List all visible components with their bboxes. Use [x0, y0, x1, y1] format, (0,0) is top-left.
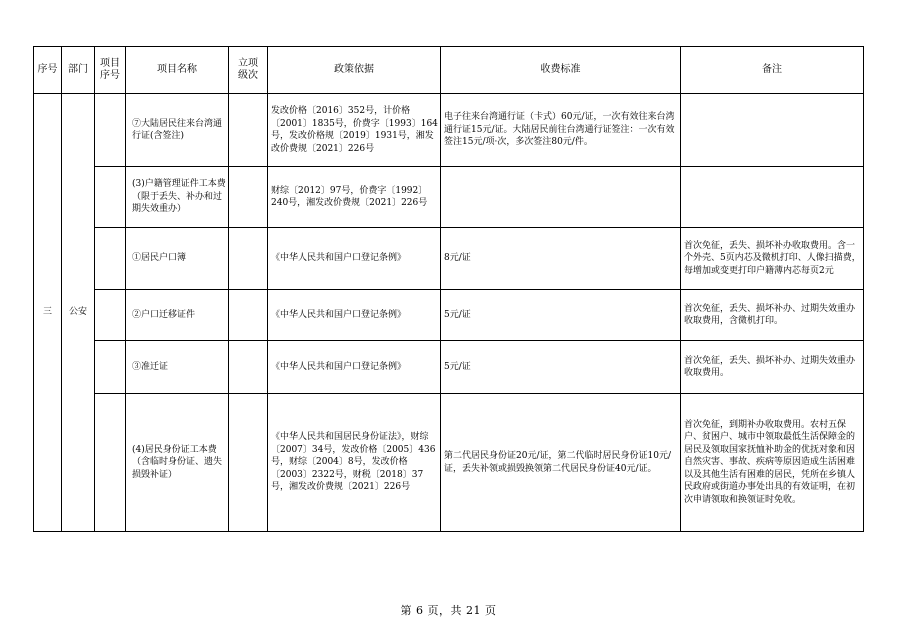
- item-seq-cell: [95, 167, 126, 228]
- item-seq-cell: [95, 394, 126, 532]
- fee-standard: 第二代居民身份证20元/证，第二代临时居民身份证10元/证，丢失补领或损毁换领第二代居民身份证40元/证。: [441, 394, 681, 532]
- level-cell: [229, 290, 268, 341]
- item-name: (4)居民身份证工本费（含临时身份证、遗失损毁补证）: [126, 394, 229, 532]
- item-name: ③准迁证: [126, 341, 229, 394]
- page-number: 第 6 页，共 21 页: [400, 604, 497, 617]
- header-item-name: 项目名称: [126, 47, 229, 94]
- item-seq-cell: [95, 290, 126, 341]
- remarks: 首次免征，丢失、损坏补办、过期失效重办收取费用。: [681, 341, 864, 394]
- item-seq-cell: [95, 341, 126, 394]
- table-row: [34, 341, 864, 394]
- group-seq: 三: [34, 94, 62, 532]
- table-row: [34, 167, 864, 228]
- level-cell: [229, 167, 268, 228]
- policy-basis: 《中华人民共和国居民身份证法》，财综〔2007〕34号，发改价格〔2005〕436号，财综〔2004〕8号，发改价格〔2003〕2322号，财税〔2018〕37号，湘发改价费规〔2021〕226号: [268, 394, 441, 532]
- group-dept: 公安: [62, 94, 95, 532]
- header-level: 立项级次: [229, 47, 268, 94]
- item-name: ②户口迁移证件: [126, 290, 229, 341]
- level-cell: [229, 394, 268, 532]
- remarks: [681, 167, 864, 228]
- fee-standard: [441, 167, 681, 228]
- remarks: 首次免征，到期补办收取费用。农村五保户、贫困户、城市中领取最低生活保障金的居民及领取国家抚恤补助金的优抚对象和因自然灾害、事故、疾病等原因造成生活困难以及其他生活有困难的居民，凭所在乡镇人民政府或街道办事处出具的有效证明，在初次申请领取和换领证时免收。: [681, 394, 864, 532]
- item-seq-cell: [95, 94, 126, 167]
- fee-standard: 8元/证: [441, 228, 681, 290]
- header-dept: 部门: [62, 47, 95, 94]
- policy-basis: 《中华人民共和国户口登记条例》: [268, 228, 441, 290]
- page-footer: [0, 602, 897, 618]
- policy-basis: 发改价格〔2016〕352号，计价格〔2001〕1835号，价费字〔1993〕164号，发改价格规〔2019〕1931号，湘发改价费规〔2021〕226号: [268, 94, 441, 167]
- header-fee-standard: 收费标准: [441, 47, 681, 94]
- fee-standard: 5元/证: [441, 341, 681, 394]
- item-name: (3)户籍管理证件工本费（限于丢失、补办和过期失效重办）: [126, 167, 229, 228]
- policy-basis: 《中华人民共和国户口登记条例》: [268, 341, 441, 394]
- item-name: ⑦大陆居民往来台湾通行证(含签注): [126, 94, 229, 167]
- fee-standard: 5元/证: [441, 290, 681, 341]
- policy-basis: 财综〔2012〕97号，价费字〔1992〕240号，湘发改价费规〔2021〕226号: [268, 167, 441, 228]
- remarks: 首次免征，丢失、损坏补办收取费用。含一个外壳、5页内芯及微机打印、人像扫描费，每增加或变更打印户籍薄内芯每页2元: [681, 228, 864, 290]
- header-policy-basis: 政策依据: [268, 47, 441, 94]
- table-row: [34, 228, 864, 290]
- table-row: [34, 94, 864, 167]
- table-row: [34, 394, 864, 532]
- level-cell: [229, 94, 268, 167]
- table-row: [34, 290, 864, 341]
- fee-standard: 电子往来台湾通行证（卡式）60元/证，一次有效往来台湾通行证15元/证。大陆居民前往台湾通行证签注：一次有效签注15元/项·次，多次签注80元/件。: [441, 94, 681, 167]
- header-remarks: 备注: [681, 47, 864, 94]
- level-cell: [229, 228, 268, 290]
- level-cell: [229, 341, 268, 394]
- remarks: 首次免征，丢失、损坏补办、过期失效重办收取费用，含微机打印。: [681, 290, 864, 341]
- header-seq: 序号: [34, 47, 62, 94]
- item-seq-cell: [95, 228, 126, 290]
- item-name: ①居民户口簿: [126, 228, 229, 290]
- remarks: [681, 94, 864, 167]
- header-row: [34, 47, 864, 94]
- policy-basis: 《中华人民共和国户口登记条例》: [268, 290, 441, 341]
- fee-table: [33, 46, 864, 532]
- header-item-seq: 项目序号: [95, 47, 126, 94]
